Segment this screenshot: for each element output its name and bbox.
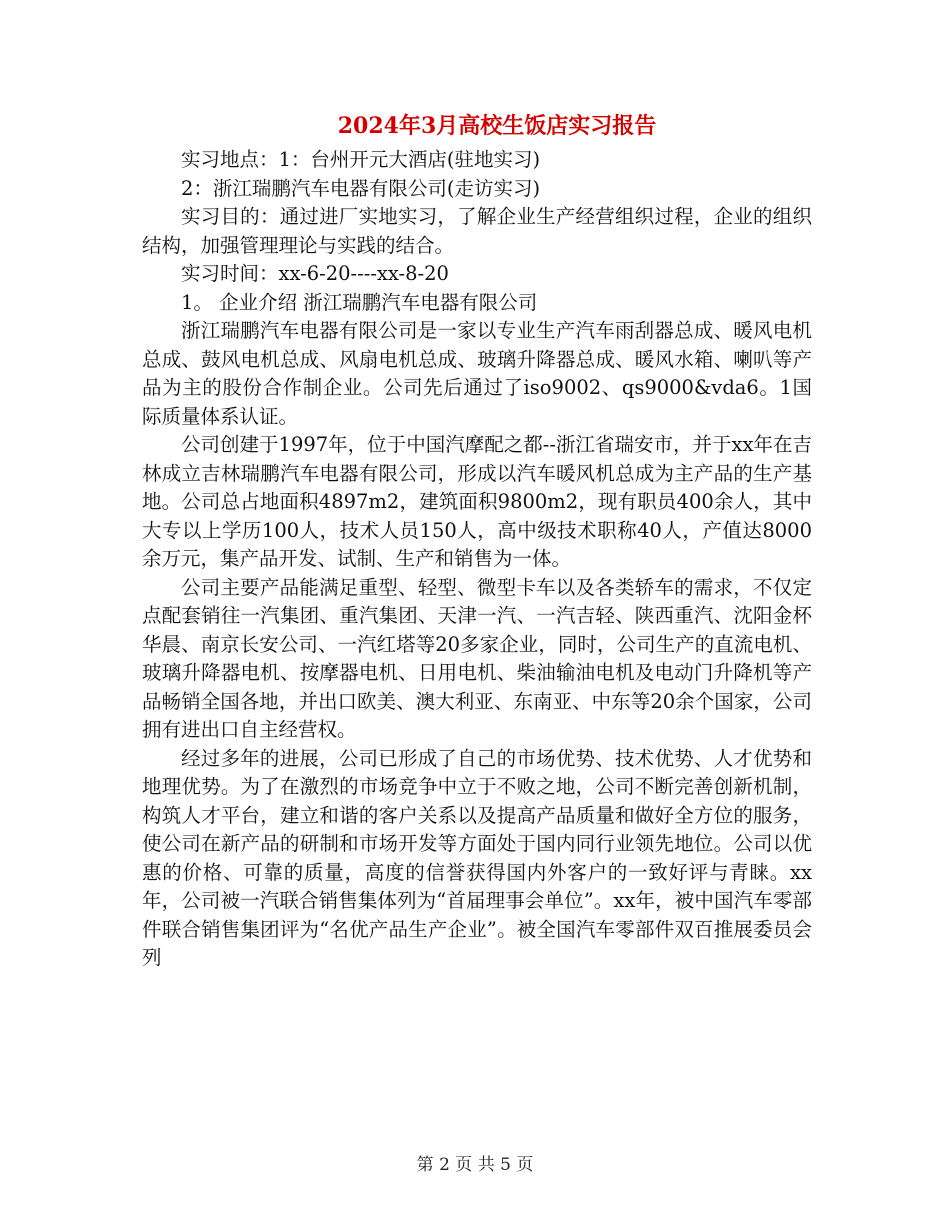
paragraph-location-2: 2：浙江瑞鹏汽车电器有限公司(走访实习) — [181, 176, 541, 200]
paragraph-company-intro: 浙江瑞鹏汽车电器有限公司是一家以专业生产汽车雨刮器总成、暖风电机总成、鼓风电机总成、风扇电机总成、玻璃升降器总成、暖风水箱、喇叭等产品为主的股份合作制企业。公司先后通过了iso9002、qs9000&vda6。1国际质量体系认证。 — [142, 319, 812, 428]
paragraph-development: 经过多年的进展，公司已形成了自己的市场优势、技术优势、人才优势和地理优势。为了在激烈的市场竞争中立于不败之地，公司不断完善创新机制，构筑人才平台，建立和谐的客户关系以及提高产品质量和做好全方位的服务，使公司在新产品的研制和市场开发等方面处于国内同行业领先地位。公司以优惠的价格、可靠的质量，高度的信誉获得国内外客户的一致好评与青睐。xx年，公司被一汽联合销售集体列为“首届理事会单位”。xx年，被中国汽车零部件联合销售集团评为“名优产品生产企业”。被全国汽车零部件双百推展委员会列 — [142, 746, 812, 969]
paragraph-location: 实习地点：1：台州开元大酒店(驻地实习) — [181, 148, 541, 171]
document-body — [142, 146, 812, 973]
paragraph-section-heading: 1。 企业介绍 浙江瑞鹏汽车电器有限公司 — [181, 290, 538, 314]
paragraph-purpose: 实习目的：通过进厂实地实习，了解企业生产经营组织过程，企业的组织结构，加强管理理论与实践的结合。 — [142, 205, 812, 257]
paragraph-period: 实习时间：xx-6-20----xx-8-20 — [181, 262, 449, 285]
document-title: 2024年3月高校生饭店实习报告 — [337, 113, 657, 139]
paragraph-products: 公司主要产品能满足重型、轻型、微型卡车以及各类轿车的需求，不仅定点配套销往一汽集团、重汽集团、天津一汽、一汽吉轻、陕西重汽、沈阳金杯华晨、南京长安公司、一汽红塔等20多家企业，同时，公司生产的直流电机、玻璃升降器电机、按摩器电机、日用电机、柴油输油电机及电动门升降机等产品畅销全国各地，并出口欧美、澳大利亚、东南亚、中东等20余个国家，公司拥有进出口自主经营权。 — [142, 575, 812, 741]
paragraph-company-history: 公司创建于1997年，位于中国汽摩配之都--浙江省瑞安市，并于xx年在吉林成立吉林瑞鹏汽车电器有限公司，形成以汽车暖风机总成为主产品的生产基地。公司总占地面积4897m2，建筑面积9800m2，现有职员400余人，其中大专以上学历100人，技术人员150人，高中级技术职称40人，产值达8000余万元，集产品开发、试制、生产和销售为一体。 — [142, 433, 812, 570]
page-number-footer: 第 2 页 共 5 页 — [416, 1155, 534, 1175]
